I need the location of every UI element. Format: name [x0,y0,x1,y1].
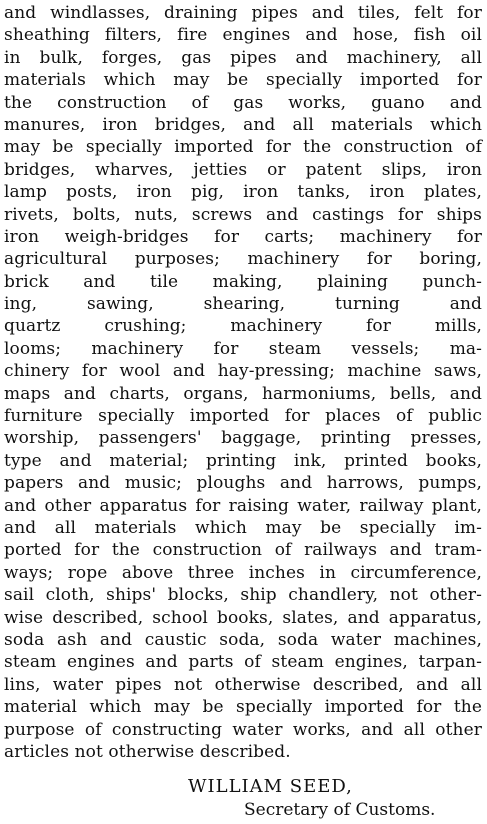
text-line: lins, water pipes not otherwise described, and all [4,674,482,695]
text-line: and windlasses, draining pipes and tiles, felt for [4,3,482,23]
text-line: brick and tile making, plaining punch- [4,271,482,292]
text-line: material which may be specially imported for the [4,697,482,718]
text-line: ing, sawing, shearing, turning and [4,294,482,315]
text-line: type and material; printing ink, printed books, [4,450,482,471]
signature-title: Secretary of Customs. [244,800,436,820]
text-line: papers and music; ploughs and harrows, pumps, [4,473,482,494]
text-line: ways; rope above three inches in circumference, [4,562,482,583]
text-line: the construction of gas works, guano and [4,92,482,113]
text-line: lamp posts, iron pig, iron tanks, iron plates, [4,182,482,203]
text-line: articles not otherwise described. [4,741,291,762]
text-line: quartz crushing; machinery for mills, [4,316,482,337]
text-line: furniture specially imported for places of public [4,406,482,427]
text-line: bridges, wharves, jetties or patent slips, iron [4,159,482,180]
text-line: rivets, bolts, nuts, screws and castings for ships [4,204,482,225]
text-line: purpose of constructing water works, and all other [4,719,482,740]
text-line: ported for the construction of railways and tram- [4,540,482,561]
text-line: steam engines and parts of steam engines, tarpan- [4,652,482,673]
text-line: maps and charts, organs, harmoniums, bells, and [4,383,482,404]
text-line: materials which may be specially imported for [4,70,482,91]
text-line: chinery for wool and hay-pressing; machine saws, [4,361,482,382]
text-line: soda ash and caustic soda, soda water machines, [4,629,482,650]
text-line: and all materials which may be specially im- [4,517,482,538]
text-line: sail cloth, ships' blocks, ship chandlery, not other- [4,585,482,606]
signature-name: WILLIAM SEED, [188,776,353,797]
text-line: agricultural purposes; machinery for boring, [4,249,482,270]
text-line: worship, passengers' baggage, printing presses, [4,428,482,449]
article-body [4,0,482,763]
text-line: may be specially imported for the construction of [4,137,482,158]
text-line: iron weigh-bridges for carts; machinery for [4,226,482,247]
text-line: manures, iron bridges, and all materials which [4,114,482,135]
text-line: wise described, school books, slates, and apparatus, [4,607,482,628]
text-line: looms; machinery for steam vessels; ma- [4,338,482,359]
text-line: sheathing filters, fire engines and hose, fish oil [4,25,482,46]
text-line: and other apparatus for raising water, railway plant, [4,495,482,516]
text-line: in bulk, forges, gas pipes and machinery, all [4,47,482,68]
